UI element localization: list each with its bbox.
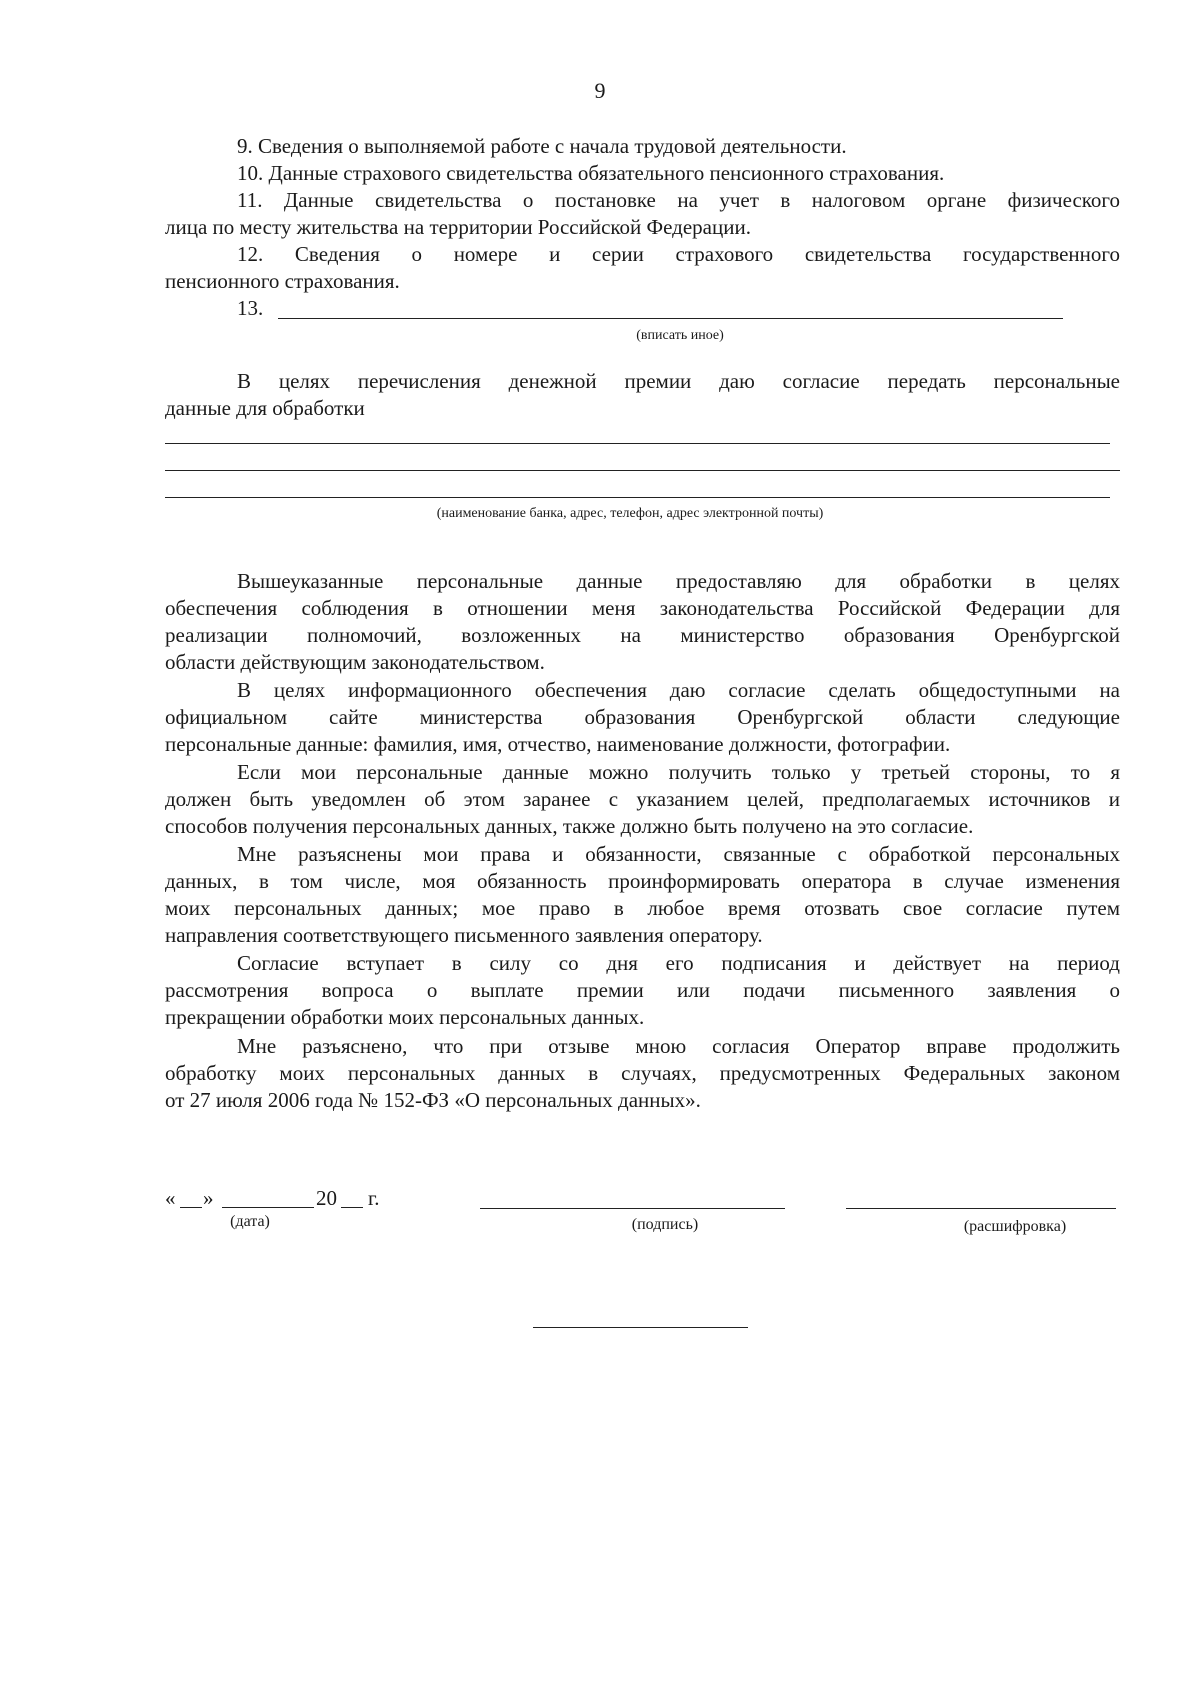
- decode-caption: (расшифровка): [963, 1218, 1067, 1235]
- date-year-suffix: г.: [368, 1186, 380, 1210]
- bank-blank-line-1: [165, 443, 1110, 444]
- item-9: 9. Сведения о выполняемой работе с начала трудовой деятельности.: [237, 134, 847, 158]
- bank-caption: (наименование банка, адрес, телефон, адрес электронной почты): [436, 506, 824, 521]
- closing-separator: [533, 1327, 748, 1328]
- item-12-line1: 12. Сведения о номере и серии страхового свидетельства государственного: [237, 242, 1120, 266]
- item-12-line2: пенсионного страхования.: [165, 269, 400, 293]
- bank-line-1: В целях перечисления денежной премии даю согласие передать персональные: [237, 369, 1120, 393]
- signature-caption: (подпись): [631, 1216, 699, 1233]
- p3-line-2: должен быть уведомлен об этом заранее с указанием целей, предполагаемых источников и: [165, 787, 1120, 811]
- decode-blank-line: [846, 1208, 1116, 1209]
- item-10: 10. Данные страхового свидетельства обязательного пенсионного страхования.: [237, 161, 945, 185]
- date-year-prefix: 20: [316, 1186, 337, 1210]
- p6-line-1: Мне разъяснено, что при отзыве мною согласия Оператор вправе продолжить: [237, 1034, 1120, 1058]
- date-year-blank: [341, 1207, 363, 1208]
- page-number: 9: [594, 78, 606, 103]
- bank-blank-line-2: [165, 470, 1120, 471]
- p1-line-4: области действующим законодательством.: [165, 650, 545, 674]
- p4-line-4: направления соответствующего письменного заявления оператору.: [165, 923, 763, 947]
- signature-blank-line: [480, 1208, 785, 1209]
- p4-line-2: данных, в том числе, моя обязанность проинформировать оператора в случае изменения: [165, 869, 1120, 893]
- item-11-line1: 11. Данные свидетельства о постановке на учет в налоговом органе физического: [237, 188, 1120, 212]
- p5-line-3: прекращении обработки моих персональных данных.: [165, 1005, 645, 1029]
- p5-line-2: рассмотрения вопроса о выплате премии или подачи письменного заявления о: [165, 978, 1120, 1002]
- date-open-quote: «: [165, 1186, 176, 1210]
- item-13-caption: (вписать иное): [636, 328, 724, 343]
- p3-line-1: Если мои персональные данные можно получить только у третьей стороны, то я: [237, 760, 1120, 784]
- p5-line-1: Согласие вступает в силу со дня его подписания и действует на период: [237, 951, 1120, 975]
- p1-line-3: реализации полномочий, возложенных на министерство образования Оренбургской: [165, 623, 1120, 647]
- p3-line-3: способов получения персональных данных, также должно быть получено на это согласие.: [165, 814, 974, 838]
- date-month-blank: [222, 1207, 314, 1208]
- date-day-blank: [180, 1207, 202, 1208]
- p2-line-2: официальном сайте министерства образования Оренбургской области следующие: [165, 705, 1120, 729]
- p2-line-3: персональные данные: фамилия, имя, отчество, наименование должности, фотографии.: [165, 732, 951, 756]
- item-13-blank-line: [278, 318, 1063, 319]
- item-11-line2: лица по месту жительства на территории Российской Федерации.: [165, 215, 751, 239]
- p6-line-2: обработку моих персональных данных в случаях, предусмотренных Федеральных законом: [165, 1061, 1120, 1085]
- bank-line-2: данные для обработки: [165, 396, 365, 420]
- bank-blank-line-3: [165, 497, 1110, 498]
- p1-line-2: обеспечения соблюдения в отношении меня законодательства Российской Федерации для: [165, 596, 1120, 620]
- p4-line-3: моих персональных данных; мое право в любое время отозвать свое согласие путем: [165, 896, 1120, 920]
- p2-line-1: В целях информационного обеспечения даю согласие сделать общедоступными на: [237, 678, 1120, 702]
- date-close-quote: »: [203, 1186, 214, 1210]
- p1-line-1: Вышеуказанные персональные данные предоставляю для обработки в целях: [237, 569, 1120, 593]
- date-caption: (дата): [230, 1213, 270, 1230]
- item-13: 13.: [237, 296, 264, 320]
- p6-line-3: от 27 июля 2006 года № 152-ФЗ «О персональных данных».: [165, 1088, 701, 1112]
- p4-line-1: Мне разъяснены мои права и обязанности, связанные с обработкой персональных: [237, 842, 1120, 866]
